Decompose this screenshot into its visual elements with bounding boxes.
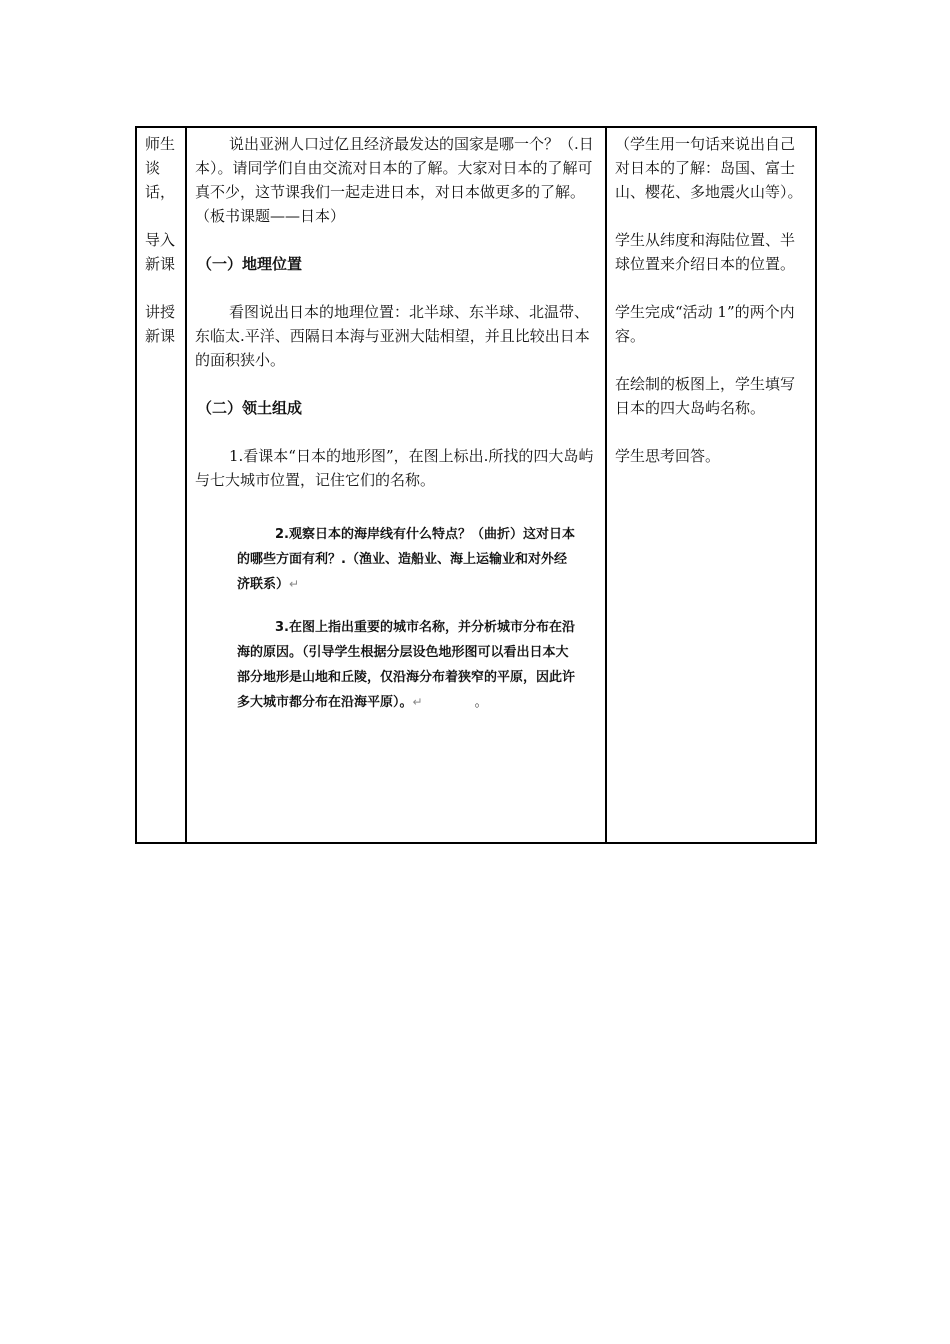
stage-talk — [145, 132, 185, 204]
student-note-1: （学生用一句话来说出自己对日本的了解：岛国、富士山、樱花、多地震火山等）。 — [615, 135, 803, 201]
trailing-mark: 。 — [474, 695, 488, 710]
territory-item-2 — [237, 522, 575, 597]
table-row — [136, 127, 816, 843]
stage-label: 新课 — [145, 327, 176, 345]
return-mark-icon: ↵ — [289, 577, 300, 591]
stage-label: 话， — [145, 183, 176, 201]
teacher-activity-column — [186, 127, 606, 843]
stage-label: 师生 — [145, 135, 176, 153]
student-activity-column — [606, 127, 816, 843]
section-heading-location: （一）地理位置 — [197, 255, 303, 273]
territory-item-1: 1.看课本“日本的地形图”，在图上标出.所找的四大岛屿与七大城市位置，记住它们的名称。 — [195, 447, 594, 489]
section-heading-territory: （二）领土组成 — [197, 399, 303, 417]
stage-label: 导入 — [145, 231, 176, 249]
stage-teach — [145, 300, 185, 348]
student-note-2: 学生从纬度和海陆位置、半球位置来介绍日本的位置。 — [615, 231, 796, 273]
student-note-5: 学生思考回答。 — [615, 447, 721, 465]
location-paragraph: 看图说出日本的地理位置：北半球、东半球、北温带、东临太.平洋、西隔日本海与亚洲大陆相望，并且比较出日本的面积狭小。 — [195, 303, 590, 369]
student-note-4: 在绘制的板图上，学生填写日本的四大岛屿名称。 — [615, 375, 796, 417]
stage-intro — [145, 228, 185, 276]
territory-item-2-text: 2.观察日本的海岸线有什么特点？（曲折）这对日本的哪些方面有利？.（渔业、造船业、海上运输业和对外经济联系） — [237, 527, 575, 592]
territory-item-3-text: 3.在图上指出重要的城市名称，并分析城市分布在沿海的原因。（引导学生根据分层设色地形图可以看出日本大部分地形是山地和丘陵，仅沿海分布着狭窄的平原，因此许多大城市都分布在沿海平原）。 — [237, 620, 576, 710]
stage-label: 讲授 — [145, 303, 176, 321]
territory-item-3 — [237, 615, 575, 715]
stage-label: 谈 — [145, 159, 161, 177]
student-note-3: 学生完成“活动 1”的两个内容。 — [615, 303, 795, 345]
intro-paragraph: 说出亚洲人口过亿且经济最发达的国家是哪一个？（.日本）。请同学们自由交流对日本的了解。大家对日本的了解可真不少，这节课我们一起走进日本，对日本做更多的了解。（板书课题——日本） — [195, 135, 594, 225]
stage-label: 新课 — [145, 255, 176, 273]
lesson-plan-table — [135, 126, 817, 844]
return-mark-icon: ↵ — [412, 695, 423, 709]
stage-column — [136, 127, 186, 843]
